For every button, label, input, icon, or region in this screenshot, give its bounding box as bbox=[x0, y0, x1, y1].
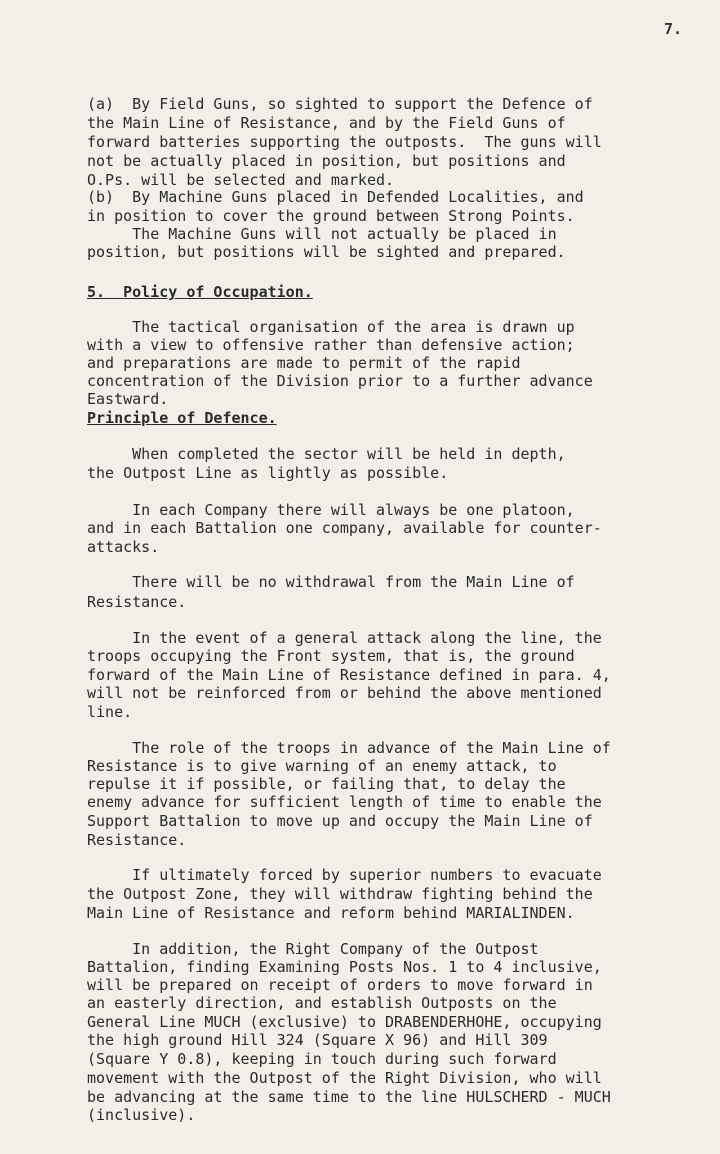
text-line: The tactical organisation of the area is drawn up bbox=[87, 318, 575, 336]
text-line: and preparations are made to permit of the rapid bbox=[87, 354, 521, 372]
text-line: In the event of a general attack along the line, the bbox=[87, 629, 602, 647]
text-line: If ultimately forced by superior numbers to evacuate bbox=[87, 866, 602, 884]
text-line: Main Line of Resistance and reform behind MARIALINDEN. bbox=[87, 904, 575, 922]
text-line: will be prepared on receipt of orders to move forward in bbox=[87, 976, 593, 994]
text-line: in position to cover the ground between Strong Points. bbox=[87, 207, 575, 225]
text-line: (a) By Field Guns, so sighted to support the Defence of bbox=[87, 95, 593, 113]
text-line: (b) By Machine Guns placed in Defended Localities, and bbox=[87, 188, 584, 206]
text-line: will not be reinforced from or behind the above mentioned bbox=[87, 684, 602, 702]
text-line: troops occupying the Front system, that is, the ground bbox=[87, 647, 575, 665]
text-line: repulse it if possible, or failing that, to delay the bbox=[87, 775, 566, 793]
text-line: (inclusive). bbox=[87, 1106, 196, 1124]
text-line: When completed the sector will be held in depth, bbox=[87, 445, 566, 463]
text-line: the high ground Hill 324 (Square X 96) and Hill 309 bbox=[87, 1031, 548, 1049]
text-line: the Main Line of Resistance, and by the Field Guns of bbox=[87, 114, 566, 132]
text-line: movement with the Outpost of the Right Division, who will bbox=[87, 1069, 602, 1087]
text-line: In addition, the Right Company of the Outpost bbox=[87, 940, 539, 958]
text-line: O.Ps. will be selected and marked. bbox=[87, 171, 395, 189]
text-line: line. bbox=[87, 703, 133, 721]
text-line: be advancing at the same time to the line HULSCHERD - MUCH bbox=[87, 1088, 611, 1106]
text-line: The Machine Guns will not actually be placed in bbox=[87, 225, 557, 243]
text-line: Resistance is to give warning of an enemy attack, to bbox=[87, 757, 557, 775]
text-line: concentration of the Division prior to a further advance bbox=[87, 372, 593, 390]
section-heading: 5. Policy of Occupation. bbox=[87, 283, 313, 301]
text-line: and in each Battalion one company, available for counter- bbox=[87, 519, 602, 537]
text-line: In each Company there will always be one platoon, bbox=[87, 501, 575, 519]
page-number: 7. bbox=[664, 20, 683, 38]
text-line: the Outpost Line as lightly as possible. bbox=[87, 464, 449, 482]
text-line: forward batteries supporting the outposts. The guns will bbox=[87, 133, 602, 151]
text-line: (Square Y 0.8), keeping in touch during such forward bbox=[87, 1050, 557, 1068]
text-line: enemy advance for sufficient length of time to enable the bbox=[87, 793, 602, 811]
text-line: Resistance. bbox=[87, 831, 187, 849]
text-line: There will be no withdrawal from the Main Line of bbox=[87, 573, 575, 591]
text-line: with a view to offensive rather than defensive action; bbox=[87, 336, 575, 354]
text-line: Resistance. bbox=[87, 593, 187, 611]
text-line: not be actually placed in position, but positions and bbox=[87, 152, 566, 170]
subsection-heading: Principle of Defence. bbox=[87, 409, 277, 427]
text-line: The role of the troops in advance of the Main Line of bbox=[87, 739, 611, 757]
text-line: General Line MUCH (exclusive) to DRABENDERHOHE, occupying bbox=[87, 1013, 602, 1031]
text-line: the Outpost Zone, they will withdraw fighting behind the bbox=[87, 885, 593, 903]
text-line: an easterly direction, and establish Outposts on the bbox=[87, 994, 557, 1012]
text-line: Eastward. bbox=[87, 390, 169, 408]
text-line: Support Battalion to move up and occupy the Main Line of bbox=[87, 812, 593, 830]
text-line: Battalion, finding Examining Posts Nos. 1 to 4 inclusive, bbox=[87, 958, 602, 976]
text-line: position, but positions will be sighted and prepared. bbox=[87, 243, 566, 261]
text-line: forward of the Main Line of Resistance defined in para. 4, bbox=[87, 666, 611, 684]
text-line: attacks. bbox=[87, 538, 160, 556]
